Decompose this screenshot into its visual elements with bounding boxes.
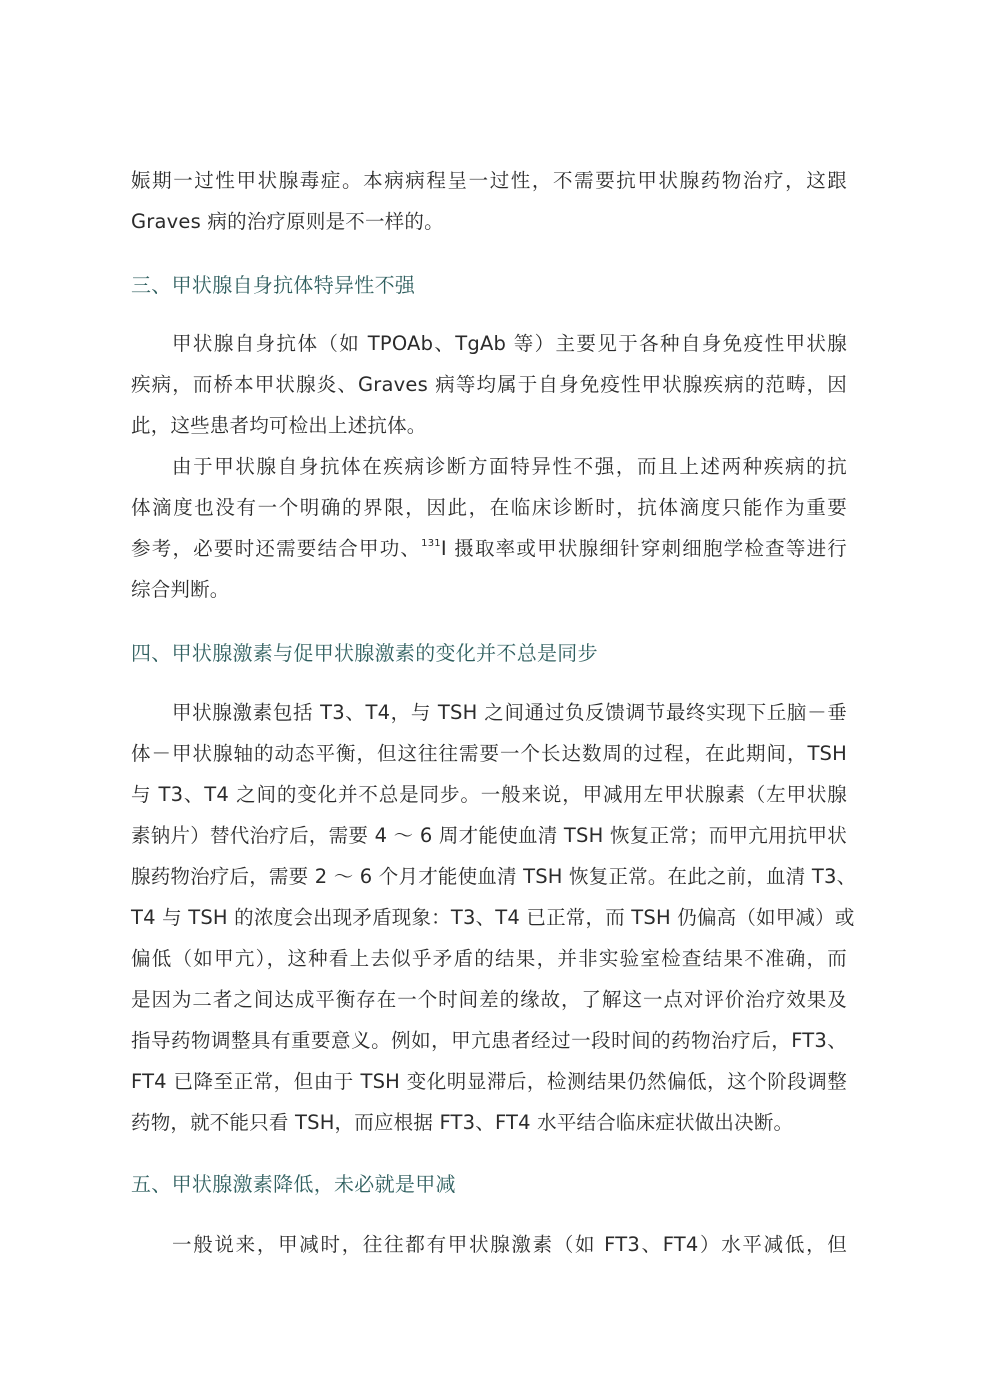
paragraph-line: 此，这些患者均可检出上述抗体。 — [131, 414, 427, 437]
text-segment: I 摄取率或甲状腺细针穿刺细胞学检查等进行 — [440, 537, 847, 560]
section-heading-4: 四、甲状腺激素与促甲状腺激素的变化并不总是同步 — [131, 641, 598, 665]
text-segment: 参考，必要时还需要结合甲功、 — [131, 537, 422, 560]
intro-paragraph — [131, 160, 847, 242]
paragraph-line: 甲状腺激素包括 T3、T4，与 TSH 之间通过负反馈调节最终实现下丘脑－垂 — [172, 701, 847, 724]
paragraph-line: 疾病，而桥本甲状腺炎、Graves 病等均属于自身免疫性甲状腺疾病的范畴，因 — [131, 373, 847, 396]
paragraph-line: 腺药物治疗后，需要 2 ～ 6 个月才能使血清 TSH 恢复正常。在此之前，血清 T3、 — [131, 865, 857, 888]
paragraph-line: 是因为二者之间达成平衡存在一个时间差的缘故，了解这一点对评价治疗效果及 — [131, 988, 847, 1011]
section-heading-5: 五、甲状腺激素降低，未必就是甲减 — [131, 1172, 456, 1196]
paragraph-line: Graves 病的治疗原则是不一样的。 — [131, 210, 444, 233]
paragraph-line: 综合判断。 — [131, 578, 230, 601]
paragraph-line: 指导药物调整具有重要意义。例如，甲亢患者经过一段时间的药物治疗后，FT3、 — [131, 1029, 847, 1052]
paragraph-line: 偏低（如甲亢），这种看上去似乎矛盾的结果，并非实验室检查结果不准确，而 — [131, 947, 847, 970]
section5-paragraph-1 — [131, 1224, 847, 1265]
paragraph-line: 一般说来，甲减时，往往都有甲状腺激素（如 FT3、FT4）水平减低，但 — [172, 1233, 847, 1256]
paragraph-line: 甲状腺自身抗体（如 TPOAb、TgAb 等）主要见于各种自身免疫性甲状腺 — [172, 332, 847, 355]
section3-paragraph-2 — [131, 446, 847, 610]
paragraph-line: 体－甲状腺轴的动态平衡，但这往往需要一个长达数周的过程，在此期间，TSH — [131, 742, 847, 765]
paragraph-line: 由于甲状腺自身抗体在疾病诊断方面特异性不强，而且上述两种疾病的抗 — [172, 455, 847, 478]
paragraph-line: 药物，就不能只看 TSH，而应根据 FT3、FT4 水平结合临床症状做出决断。 — [131, 1111, 794, 1134]
paragraph-line-with-superscript — [131, 528, 847, 569]
paragraph-line: 素钠片）替代治疗后，需要 4 ～ 6 周才能使血清 TSH 恢复正常；而甲亢用抗甲状 — [131, 824, 847, 847]
paragraph-line: FT4 已降至正常，但由于 TSH 变化明显滞后，检测结果仍然偏低，这个阶段调整 — [131, 1070, 847, 1093]
paragraph-line: 与 T3、T4 之间的变化并不总是同步。一般来说，甲减用左甲状腺素（左甲状腺 — [131, 783, 847, 806]
paragraph-line: 娠期一过性甲状腺毒症。本病病程呈一过性，不需要抗甲状腺药物治疗，这跟 — [131, 169, 847, 192]
superscript-isotope: 131 — [421, 538, 441, 549]
section-heading-3: 三、甲状腺自身抗体特异性不强 — [131, 273, 416, 297]
section3-paragraph-1 — [131, 323, 847, 446]
paragraph-line: T4 与 TSH 的浓度会出现矛盾现象：T3、T4 已正常，而 TSH 仍偏高（如甲减）或 — [131, 906, 855, 929]
paragraph-line: 体滴度也没有一个明确的界限，因此，在临床诊断时，抗体滴度只能作为重要 — [131, 496, 847, 519]
section4-paragraph-1 — [131, 692, 857, 1143]
